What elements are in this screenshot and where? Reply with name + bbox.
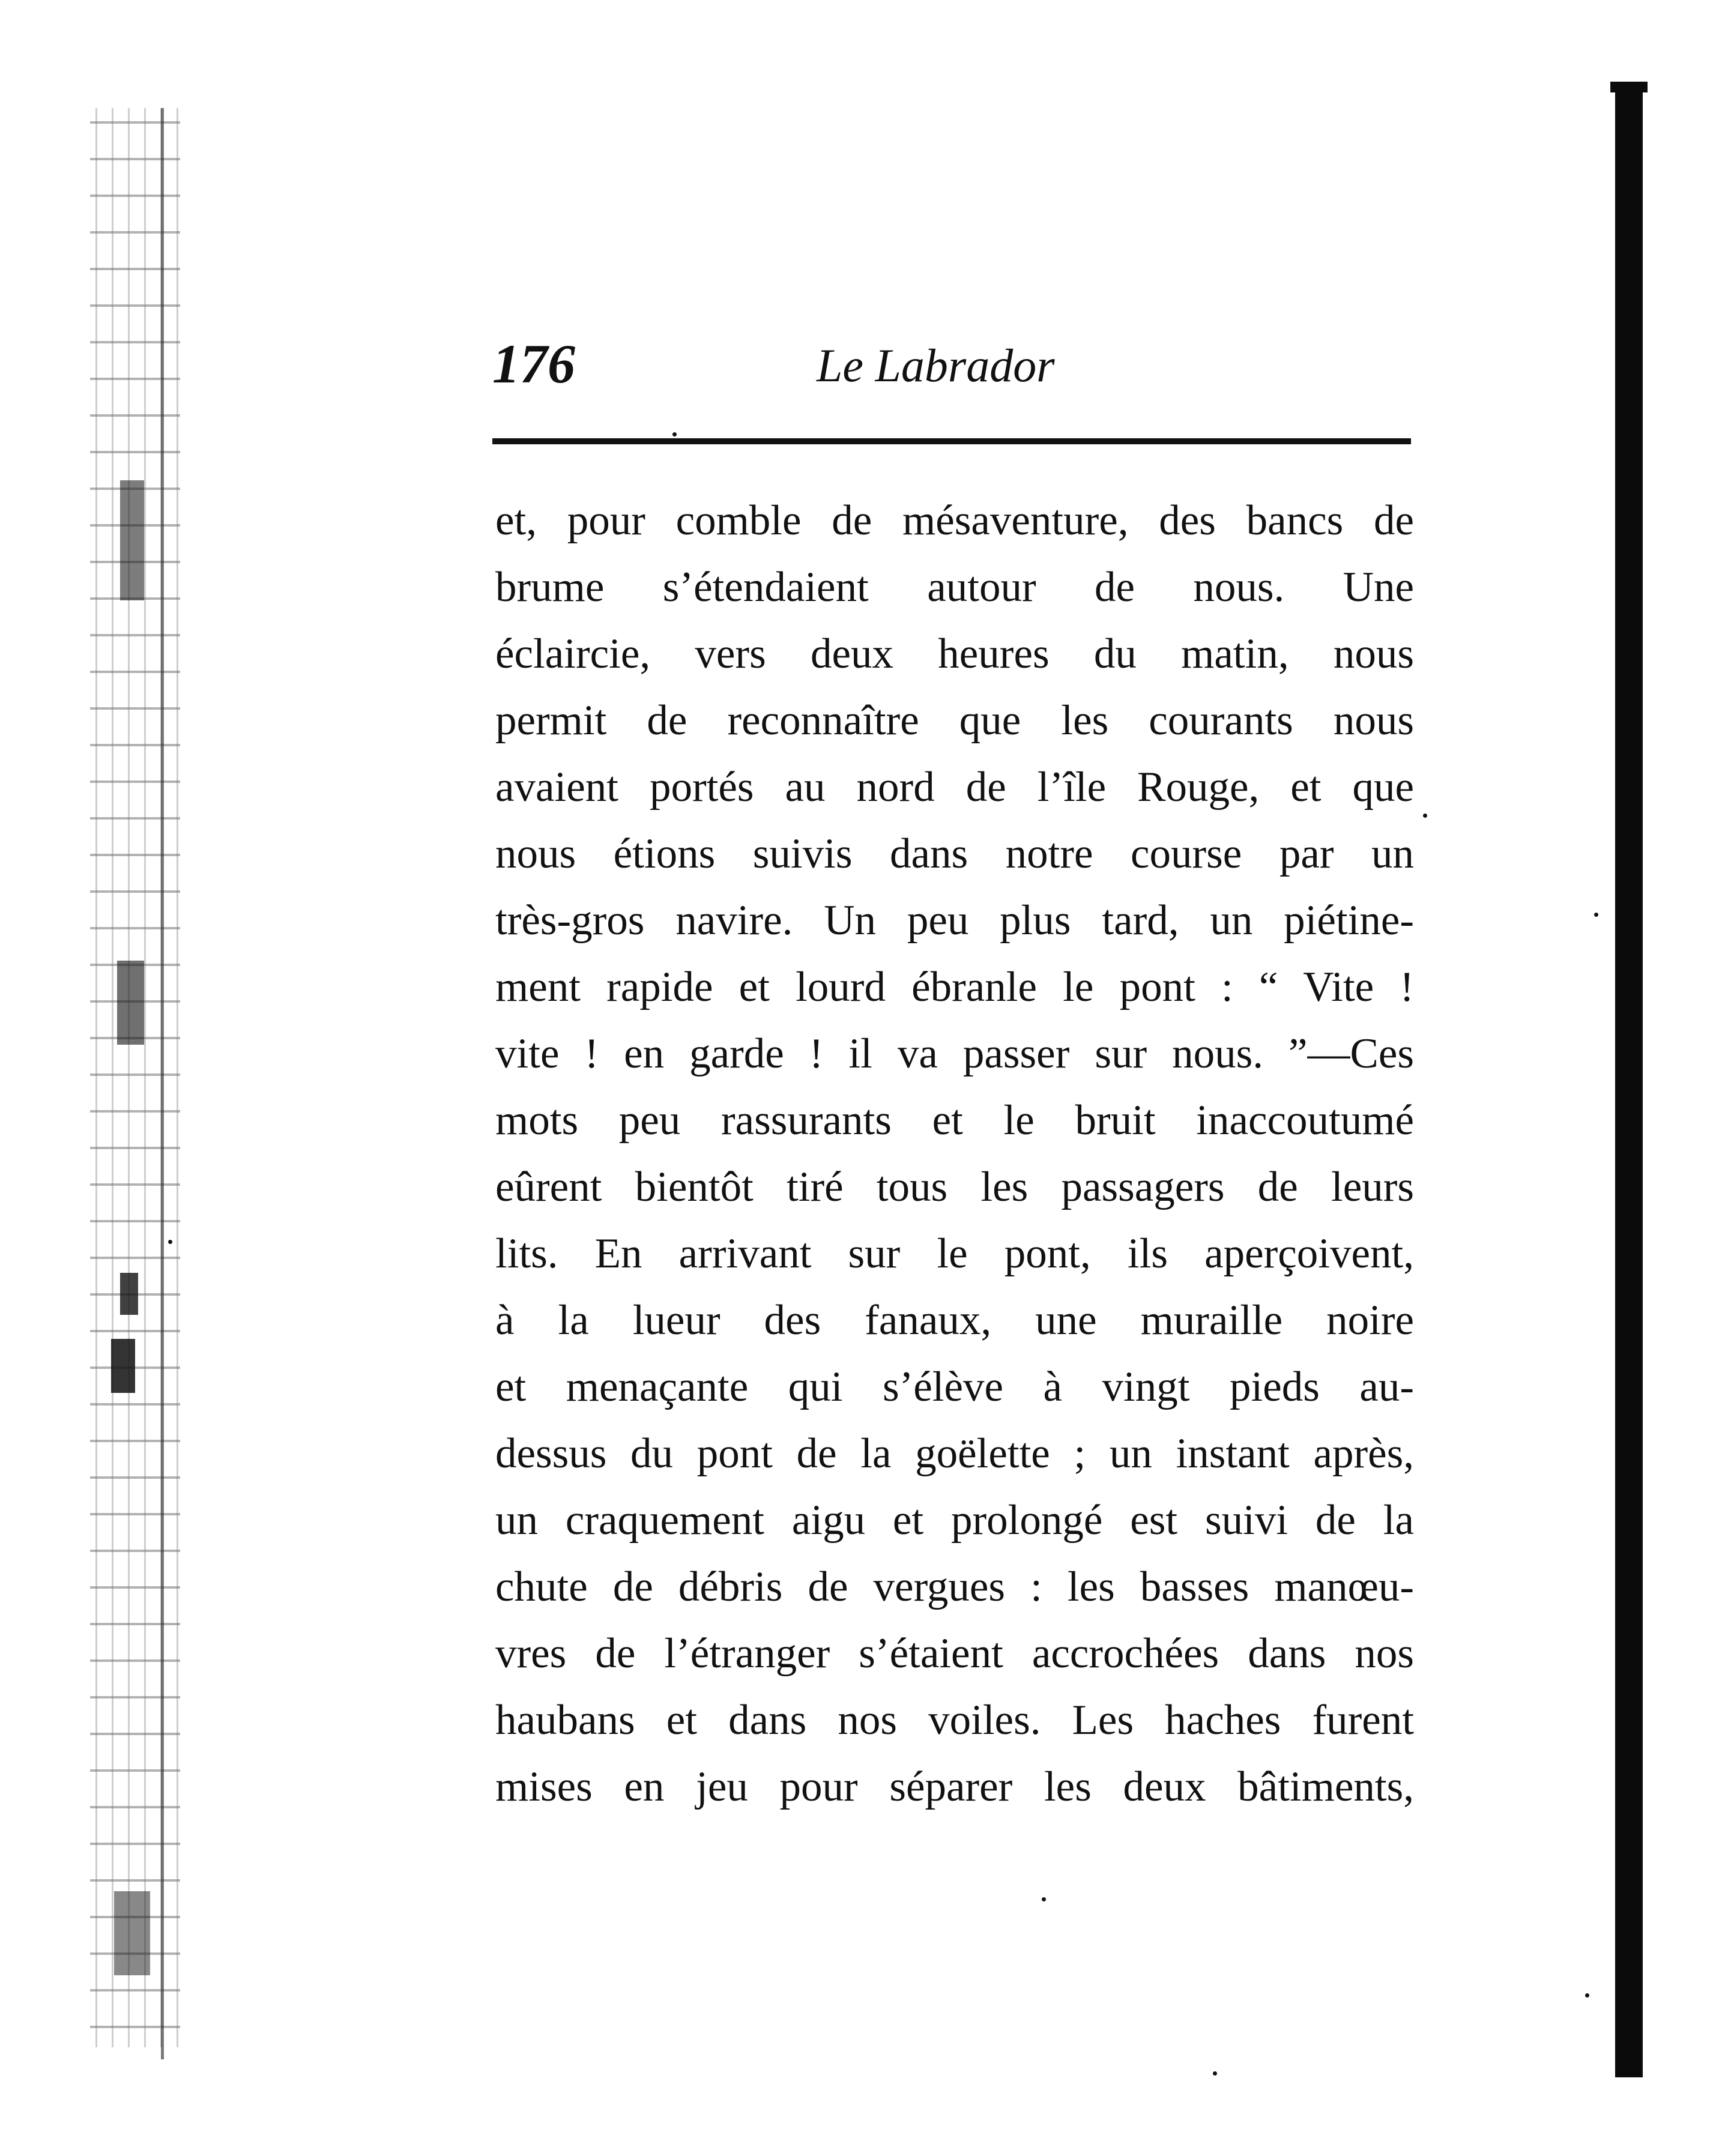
text-line: très-gros navire. Un peu plus tard, un piétine- [495,897,1414,944]
text-line: chute de débris de vergues : les basses manœu- [495,1563,1414,1610]
text-line: eûrent bientôt tiré tous les passagers de leurs [495,1164,1414,1210]
binding-mark [114,1891,150,1975]
speck [1585,1993,1589,1997]
speck [1213,2071,1217,2076]
binding-edge-line [161,108,164,2059]
header-rule [492,438,1411,444]
speck [1042,1897,1046,1901]
right-edge-bar [1615,84,1643,2077]
binding-mark [120,1273,138,1315]
text-line: à la lueur des fanaux, une muraille noire [495,1297,1414,1344]
text-line: un craquement aigu et prolongé est suivi de la [495,1497,1414,1544]
binding-mark [117,961,144,1045]
text-line: mots peu rassurants et le bruit inaccoutumé [495,1097,1414,1144]
text-line: permit de reconnaître que les courants nous [495,697,1414,744]
text-line: vite ! en garde ! il va passer sur nous. ”—Ces [495,1030,1414,1077]
text-line: avaient portés au nord de l’île Rouge, et que [495,764,1414,811]
body-text [495,488,1414,1820]
text-line: et, pour comble de mésaventure, des bancs de [495,497,1414,544]
speck [672,432,677,436]
text-line: dessus du pont de la goëlette ; un instant après, [495,1430,1414,1477]
text-line: et menaçante qui s’élève à vingt pieds au- [495,1363,1414,1410]
page-number: 176 [492,333,575,394]
binding-mark [111,1339,135,1393]
text-line: vres de l’étranger s’étaient accrochées dans nos [495,1630,1414,1677]
text-line: ment rapide et lourd ébranle le pont : “ Vite ! [495,964,1414,1010]
text-line: éclaircie, vers deux heures du matin, nous [495,630,1414,677]
text-line: nous étions suivis dans notre course par un [495,830,1414,877]
running-title: Le Labrador [817,339,1055,391]
text-line: haubans et dans nos voiles. Les haches furent [495,1697,1414,1744]
speck [168,1240,172,1244]
text-line: mises en jeu pour séparer les deux bâtiments, [495,1763,1414,1810]
speck [1594,913,1598,917]
binding-edge-shadow [90,108,180,2047]
text-line: lits. En arrivant sur le pont, ils aperçoivent, [495,1230,1414,1277]
binding-mark [120,480,144,600]
speck [1423,814,1427,818]
text-line: brume s’étendaient autour de nous. Une [495,564,1414,611]
